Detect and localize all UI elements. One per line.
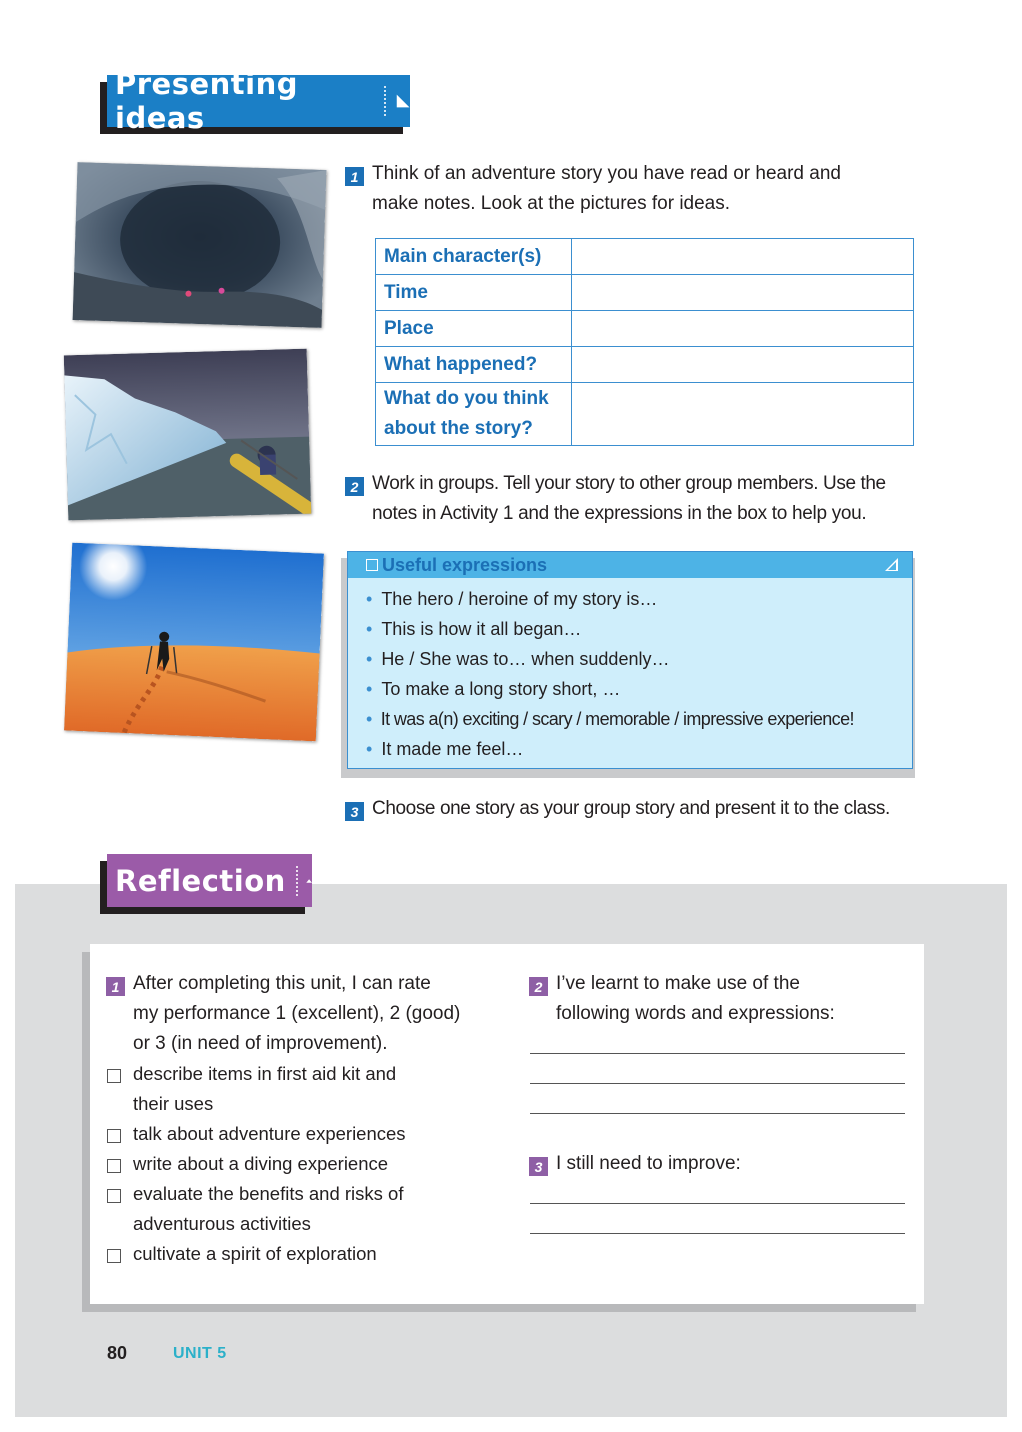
checklist-checkbox[interactable] [107,1159,121,1173]
reflection-2-line-1: I’ve learnt to make use of the [556,973,800,994]
reflection-2-number: 2 [529,977,548,996]
row-label-what-happened: What happened? [376,347,572,383]
useful-expressions-header [348,552,912,578]
activity-1-line-2: make notes. Look at the pictures for ideas. [372,193,731,214]
cave-photo [73,162,327,328]
list-item [366,734,854,764]
expression-text: The hero / heroine of my story is… [381,589,658,609]
useful-expressions-title: Useful expressions [382,555,548,575]
reflection-3-number: 3 [529,1157,548,1176]
table-row [376,383,914,446]
list-item [366,704,854,734]
useful-expressions-box [347,551,913,769]
row-label-opinion-line-2: about the story? [384,418,533,439]
checklist-item-1-line-2: their uses [133,1093,214,1114]
bullet-icon: • [366,619,373,639]
row-value-what-happened[interactable] [572,347,914,383]
row-label-main-character: Main character(s) [376,239,572,275]
story-notes-table [375,238,914,446]
table-row [376,275,914,311]
checklist-checkbox[interactable] [107,1129,121,1143]
expression-text: It was a(n) exciting / scary / memorable / impressive experience! [380,709,854,729]
iceberg-kayak-photo [64,349,312,521]
table-row [376,239,914,275]
activity-2-number: 2 [345,477,364,496]
checkbox-square-icon [366,559,378,571]
row-label-place: Place [376,311,572,347]
expression-text: He / She was to… when suddenly… [381,649,670,669]
row-label-opinion-line-1: What do you think [384,388,549,409]
desert-trekker-photo [64,543,324,742]
reflection-1-line-3: or 3 (in need of improvement). [133,1033,388,1054]
answer-line[interactable] [530,1083,905,1084]
checklist-item-1-line-1: describe items in first aid kit and [133,1063,397,1084]
reflection-title: Reflection [115,863,286,898]
list-item [366,614,854,644]
row-value-place[interactable] [572,311,914,347]
activity-1-line-1: Think of an adventure story you have read or heard and [372,163,841,184]
checklist-checkbox[interactable] [107,1069,121,1083]
bullet-icon: • [366,679,373,699]
reflection-1-line-2: my performance 1 (excellent), 2 (good) [133,1003,461,1024]
bullet-icon: • [366,589,373,609]
checklist-checkbox[interactable] [107,1189,121,1203]
table-row [376,311,914,347]
reflection-banner [107,854,312,907]
answer-line[interactable] [530,1113,905,1114]
answer-line[interactable] [530,1203,905,1204]
row-label-opinion [376,383,572,446]
checklist-item-4-line-2: adventurous activities [133,1213,311,1234]
checklist-checkbox[interactable] [107,1249,121,1263]
answer-line[interactable] [530,1053,905,1054]
reflection-1-number: 1 [106,977,125,996]
activity-2-line-1: Work in groups. Tell your story to other group members. Use the [372,473,886,494]
row-value-main-character[interactable] [572,239,914,275]
expression-text: This is how it all began… [381,619,582,639]
reflection-2-line-2: following words and expressions: [556,1003,835,1024]
checklist-item-4-line-1: evaluate the benefits and risks of [133,1183,404,1204]
banner-divider [296,866,298,896]
checklist-item-5: cultivate a spirit of exploration [133,1243,377,1264]
corner-triangle-icon [394,92,410,110]
reflection-3-text: I still need to improve: [556,1153,741,1174]
list-item [366,674,854,704]
answer-line[interactable] [530,1233,905,1234]
checklist-item-2: talk about adventure experiences [133,1123,406,1144]
activity-1-number: 1 [345,167,364,186]
list-item [366,584,854,614]
expressions-list [366,584,854,764]
bullet-icon: • [366,649,373,669]
activity-3-text: Choose one story as your group story and present it to the class. [372,798,890,819]
unit-label: UNIT 5 [173,1345,227,1362]
row-value-time[interactable] [572,275,914,311]
presenting-ideas-banner [107,67,410,135]
presenting-ideas-title: Presenting ideas [115,67,299,135]
row-value-opinion[interactable] [572,383,914,446]
checklist-item-3: write about a diving experience [133,1153,389,1174]
activity-2-line-2: notes in Activity 1 and the expressions in the box to help you. [372,503,867,524]
corner-triangle-inner [888,562,896,570]
row-label-time: Time [376,275,572,311]
banner-divider [384,86,386,116]
list-item [366,644,854,674]
expression-text: To make a long story short, … [381,679,621,699]
bullet-icon: • [366,709,372,729]
bullet-icon: • [366,739,373,759]
activity-3-number: 3 [345,802,364,821]
page-number: 80 [107,1343,128,1363]
triangle-up-icon [306,873,312,889]
table-row [376,347,914,383]
expression-text: It made me feel… [381,739,524,759]
reflection-1-line-1: After completing this unit, I can rate [133,973,431,994]
